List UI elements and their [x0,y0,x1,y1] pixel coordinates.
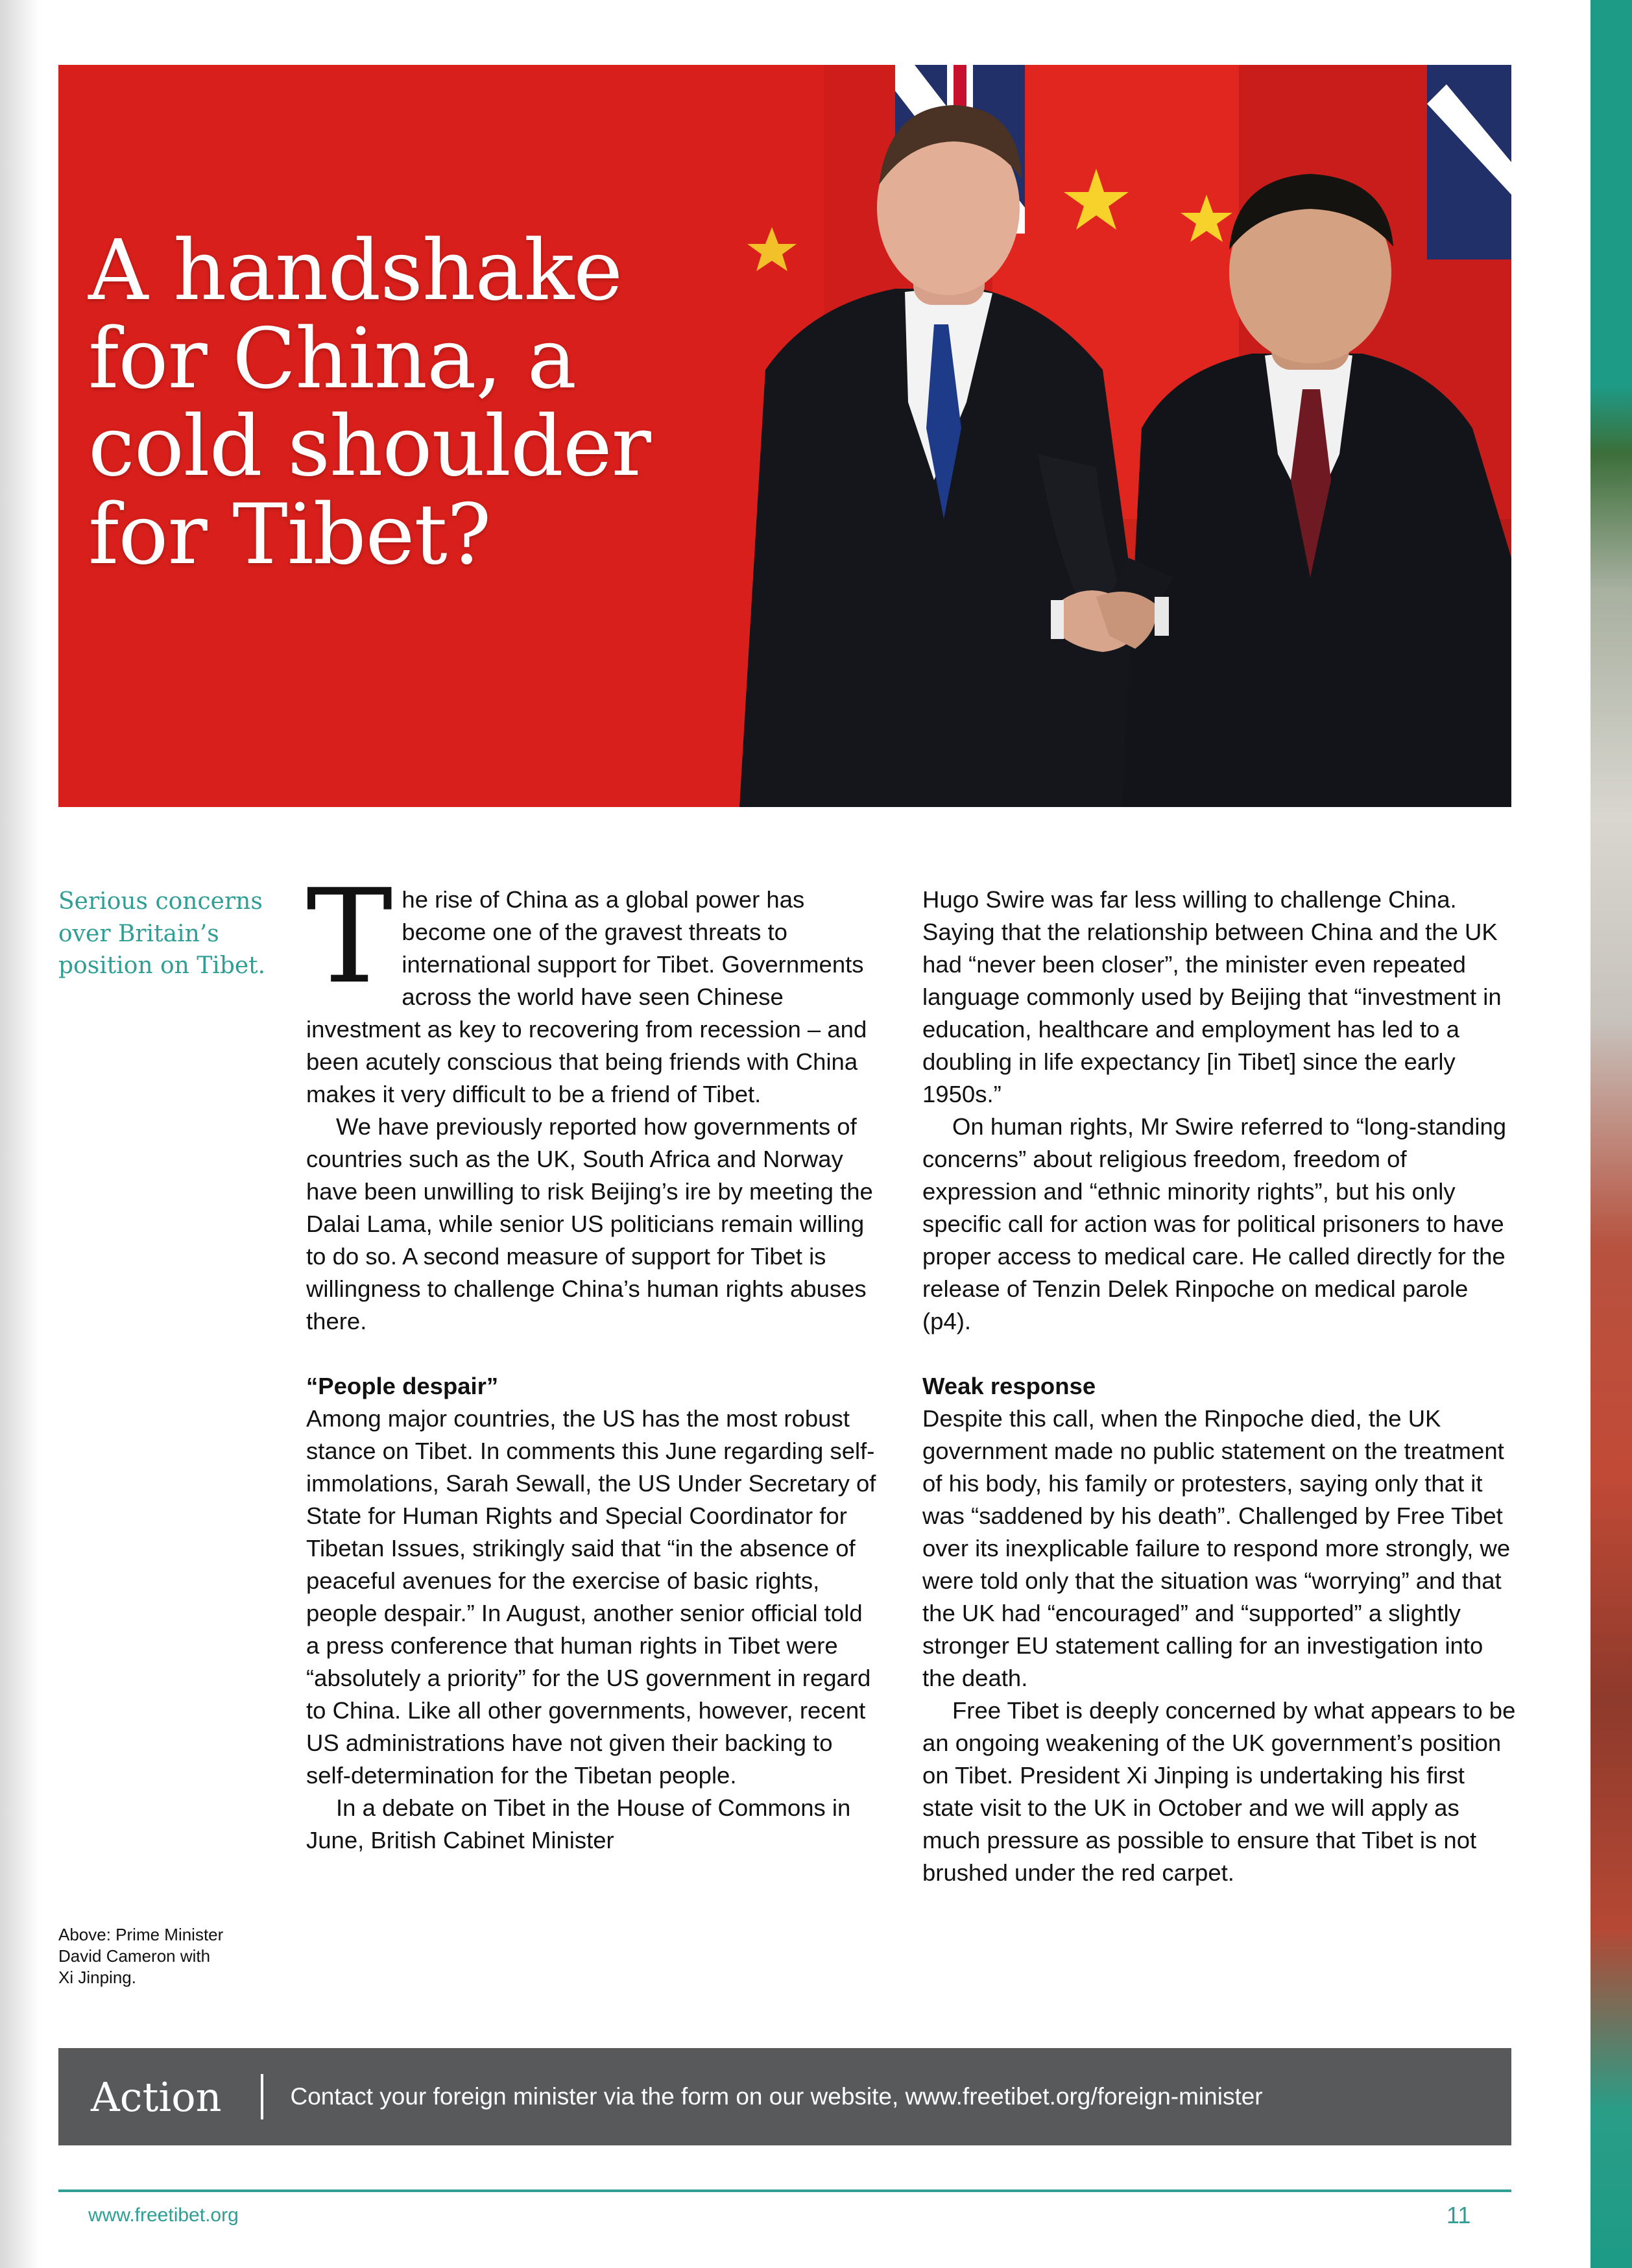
article-paragraph: On human rights, Mr Swire referred to “long-standing concerns” about religious freedom, freedom of expression and “ethnic minority rights”, but his only specific call for action was for political prisoners to have proper access to medical care. He called directly for the release of Tenzin Delek Rinpoche on medical parole (p4). [922,1113,1507,1334]
standfirst [58,886,285,982]
article-paragraph [306,862,877,1111]
headline-line: for China, a [88,310,577,407]
photo-caption [58,1924,272,1988]
action-divider [261,2074,263,2119]
hero-photo-block [58,65,1511,807]
article-paragraph: In a debate on Tibet in the House of Commons in June, British Cabinet Minister [306,1794,851,1853]
standfirst-line: Serious concerns [58,888,263,915]
headline [88,223,899,584]
headline-line: A handshake [88,223,622,319]
headline-line: cold shoulder [88,398,651,496]
paragraph-text: he rise of China as a global power has become one of the gravest threats to international support for Tibet. Governments across the world have seen Chinese investment as key to recovering from recession – and been acutely conscious that being friends with China makes it very difficult to be a friend of Tibet. [306,886,867,1107]
drop-cap: T [306,862,393,1013]
headline-line: for Tibet? [88,487,491,584]
next-page-edge [1590,0,1632,2268]
subheading-weak-response: Weak response [922,1373,1096,1399]
page-gutter-shadow [0,0,39,2268]
action-bar [58,2048,1511,2145]
caption-line: Xi Jinping. [58,1968,136,1987]
article-paragraph: Despite this call, when the Rinpoche died, the UK government made no public statement on the treatment of his body, his family or protesters, saying only that it was “saddened by his death”. Challenged by Free Tibet over its inexplicable failure to respond more strongly, we were told only that the situation was “worrying” and that the UK had “encouraged” and “supported” a slightly stronger EU statement calling for an investigation into the death. [922,1405,1511,1691]
article-paragraph: We have previously reported how governments of countries such as the UK, South Africa and Norway have been unwilling to risk Beijing’s ire by meeting the Dalai Lama, while senior US politicians remain willing to do so. A second measure of support for Tibet is willingness to challenge China’s human rights abuses there. [306,1113,873,1334]
article-paragraph: Free Tibet is deeply concerned by what appears to be an ongoing weakening of the UK government’s position on Tibet. President Xi Jinping is undertaking his first state visit to the UK in October and we will apply as much pressure as possible to ensure that Tibet is not brushed under the red carpet. [922,1697,1516,1886]
caption-line: Above: Prime Minister [58,1925,224,1944]
subheading-people-despair: “People despair” [306,1373,499,1399]
footer-rule [58,2190,1511,2192]
article-paragraph: Hugo Swire was far less willing to challenge China. Saying that the relationship between China and the UK had “never been closer”, the minister even repeated language commonly used by Beijing that “investment in education, healthcare and employment has led to a doubling in life expectancy [in Tibet] since the early 1950s.” [922,886,1502,1107]
page-number: 11 [1446,2202,1471,2228]
action-label: Action [91,2073,222,2121]
article-column-1 [306,862,877,1857]
footer-url: www.freetibet.org [88,2204,239,2226]
caption-line: David Cameron with [58,1946,211,1966]
standfirst-line: over Britain’s [58,920,219,947]
standfirst-line: position on Tibet. [58,952,266,980]
action-text: Contact your foreign minister via the form on our website, www.freetibet.org/foreign-minister [290,2083,1263,2110]
article-column-2 [922,884,1519,1889]
article-paragraph: Among major countries, the US has the most robust stance on Tibet. In comments this June regarding self-immolations, Sarah Sewall, the US Under Secretary of State for Human Rights and Special Coordinator for Tibetan Issues, strikingly said that “in the absence of peaceful avenues for the exercise of basic rights, people despair.” In August, another senior official told a press conference that human rights in Tibet were “absolutely a priority” for the US government in regard to China. Like all other governments, however, recent US administrations have not given their backing to self-determination for the Tibetan people. [306,1405,876,1789]
